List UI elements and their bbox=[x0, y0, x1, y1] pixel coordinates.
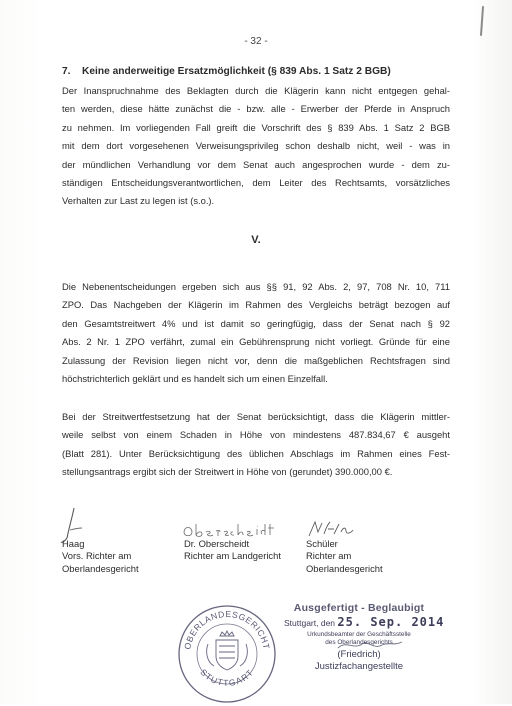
paragraph-liability bbox=[62, 82, 450, 211]
signer-name: Schüler bbox=[306, 538, 338, 549]
svg-text:OBERLANDESGERICHT bbox=[182, 609, 272, 650]
text-line: ständigen Entscheidungsverantwortlichen, dem Leiter des Rechtsamts, vorsätzliches bbox=[62, 177, 450, 189]
text-line: Abs. 2 Nr. 1 ZPO verfährt, zumal ein Gebührensprung nicht vorliegt. Gründe für eine bbox=[62, 336, 450, 348]
text-line: den Gesamtstreitwert 4% und ist damit so geringfügig, dass der Senat nach § 92 bbox=[62, 317, 450, 329]
signer-block-schueler bbox=[306, 538, 383, 575]
text-line: zu nehmen. Im vorliegenden Fall greift die Vorschrift des § 839 Abs. 1 Satz 2 BGB bbox=[62, 121, 450, 133]
certification-name: (Friedrich) bbox=[337, 649, 381, 660]
certification-signature-handwritten bbox=[336, 636, 406, 654]
certification-place: Stuttgart, den bbox=[284, 618, 336, 628]
text-line: stellungsantrags ergibt sich der Streitwert in Höhe von (gerundet) 390.000,00 €. bbox=[62, 466, 393, 478]
margin-pen-mark bbox=[480, 6, 484, 36]
seal-text-bottom: STUTTGART bbox=[198, 667, 256, 688]
text-line: Der Inanspruchnahme des Beklagten durch die Klägerin kann nicht entgegen gehal- bbox=[62, 85, 450, 96]
section-title: Keine anderweitige Ersatzmöglichkeit (§ 839 Abs. 1 Satz 2 BGB) bbox=[82, 66, 391, 77]
certification-office-line: Urkundsbeamter der Geschäftsstelle bbox=[307, 631, 411, 638]
signature-schueler-handwritten bbox=[306, 518, 356, 540]
section-heading bbox=[62, 66, 391, 77]
paragraph-costs bbox=[62, 278, 450, 388]
certification-date: 25. Sep. 2014 bbox=[337, 615, 445, 629]
certification-office-line: des Oberlandesgerichts bbox=[325, 639, 393, 646]
court-seal-stamp bbox=[172, 596, 282, 706]
text-line: weile selbst von einem Schaden in Höhe von mindestens 487.834,67 € ausgeht bbox=[62, 429, 450, 441]
certification-role: Justizfachangestellte bbox=[314, 661, 404, 672]
coat-of-arms-icon bbox=[207, 631, 248, 670]
text-line: Die Nebenentscheidungen ergeben sich aus §§ 91, 92 Abs. 2, 97, 708 Nr. 10, 711 bbox=[62, 281, 450, 292]
signer-name: Dr. Oberscheidt bbox=[184, 538, 250, 549]
paragraph-value-in-dispute bbox=[62, 408, 450, 482]
seal-text-top: OBERLANDESGERICHT bbox=[182, 608, 272, 651]
signer-block-haag bbox=[62, 538, 139, 575]
text-line: ZPO. Das Nachgeben der Klägerin im Rahmen des Vergleichs beträgt bezogen auf bbox=[62, 299, 450, 311]
text-line: mit dem dort vorgesehenen Verweisungsprivileg schon deshalb nicht, weil - was in bbox=[62, 140, 450, 152]
certification-title: Ausgefertigt - Beglaubigt bbox=[293, 602, 425, 614]
text-line: Bei der Streitwertfestsetzung hat der Senat berücksichtigt, dass die Klägerin mittler- bbox=[62, 411, 450, 422]
text-line: höchstrichterlich geklärt und es handelt sich um einen Einzelfall. bbox=[62, 373, 328, 385]
text-line: ten werden, diese hätte zunächst die - bzw. alle - Erwerber der Pferde in Anspruch bbox=[62, 103, 450, 115]
signer-block-oberscheidt bbox=[184, 538, 281, 563]
signer-role: Richter am bbox=[306, 550, 352, 562]
signer-name: Haag bbox=[62, 538, 85, 549]
signer-role: Vors. Richter am bbox=[62, 550, 132, 562]
page-number: - 32 - bbox=[244, 36, 268, 47]
signer-court: Oberlandesgericht bbox=[62, 562, 139, 574]
signer-court: Oberlandesgericht bbox=[306, 562, 383, 574]
signer-role: Richter am Landgericht bbox=[184, 550, 281, 562]
text-line: (Blatt 281). Unter Berücksichtigung des üblichen Abschlags im Rahmen eines Fest- bbox=[62, 447, 450, 459]
certification-place-date bbox=[284, 615, 445, 629]
text-line: Verhalten zur Last zu legen ist (s.o.). bbox=[62, 195, 215, 207]
section-roman-numeral: V. bbox=[251, 234, 261, 246]
signature-oberscheidt-handwritten bbox=[180, 520, 300, 540]
text-line: Zulassung der Revision liegen nicht vor, denn die maßgeblichen Rechtsfragen sind bbox=[62, 354, 450, 366]
text-line: der mündlichen Verhandlung vor dem Senat auch angesprochen wurde - dem zu- bbox=[62, 158, 450, 170]
section-number: 7. bbox=[62, 66, 71, 77]
